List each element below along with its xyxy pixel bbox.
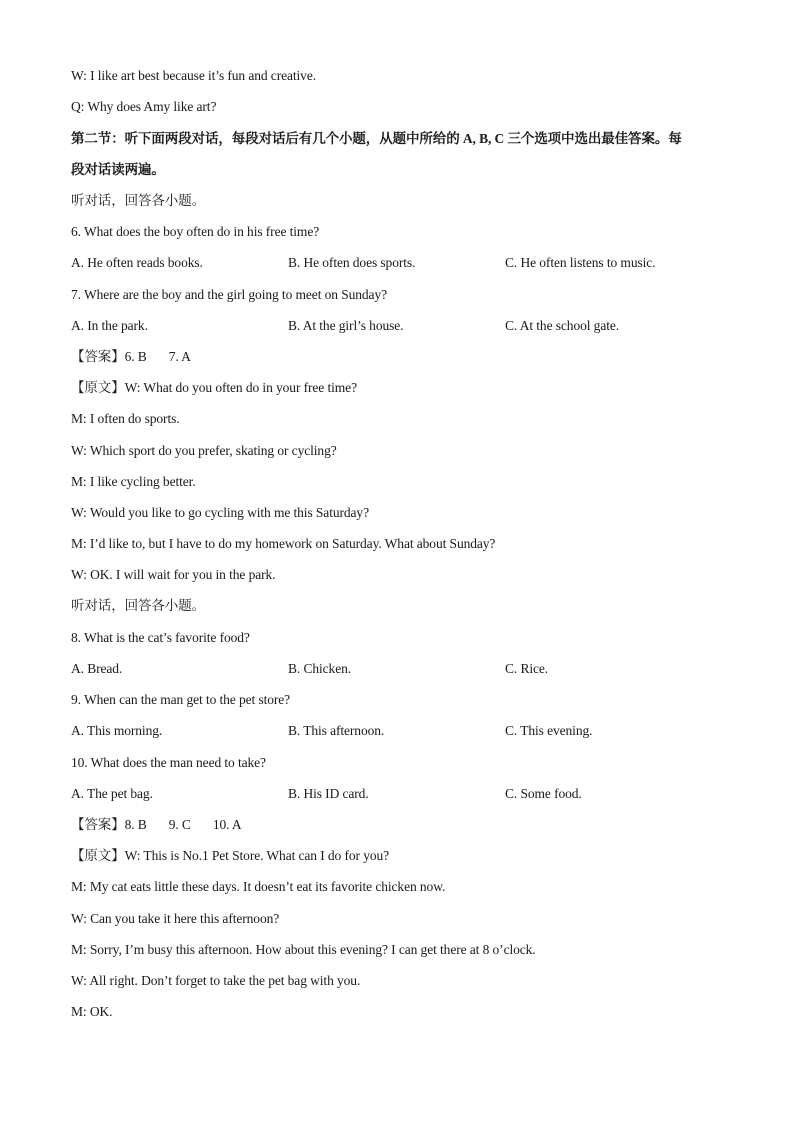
question-stem: 6. What does the boy often do in his free time? (71, 224, 320, 239)
answer-label: 【答案】 (71, 817, 125, 832)
transcript-line: M: Sorry, I’m busy this afternoon. How about this evening? I can get there at 8 o’clock. (71, 942, 536, 957)
section-heading-continued: 段对话读两遍。 (71, 162, 165, 177)
option-a: A. Bread. (71, 661, 123, 676)
option-b: B. At the girl’s house. (288, 318, 404, 333)
option-c: C. He often listens to music. (505, 255, 656, 270)
option-c: C. Rice. (505, 661, 549, 676)
answer-item: 7. A (168, 349, 191, 364)
question-stem: 8. What is the cat’s favorite food? (71, 630, 250, 645)
transcript-line: W: I like art best because it’s fun and creative. (71, 68, 316, 83)
option-b: B. Chicken. (288, 661, 352, 676)
transcript-text: W: This is No.1 Pet Store. What can I do for you? (124, 848, 390, 863)
answer-item: 10. A (212, 817, 242, 832)
question-stem: 9. When can the man get to the pet store? (71, 692, 291, 707)
answer-item: 9. C (168, 817, 191, 832)
option-b: B. He often does sports. (288, 255, 416, 270)
option-a: A. This morning. (71, 723, 163, 738)
transcript-line: M: I often do sports. (71, 411, 180, 426)
transcript-line: W: All right. Don’t forget to take the pet bag with you. (71, 973, 361, 988)
dialog-prompt: 听对话，回答各小题。 (71, 598, 205, 613)
section-heading: 第二节：听下面两段对话，每段对话后有几个小题，从题中所给的 A, B, C 三个选项中选出最佳答案。每 (71, 131, 682, 146)
transcript-line: W: Would you like to go cycling with me this Saturday? (71, 505, 369, 520)
dialog-prompt: 听对话，回答各小题。 (71, 193, 205, 208)
transcript-line: M: My cat eats little these days. It doesn’t eat its favorite chicken now. (71, 879, 446, 894)
answer-label: 【答案】 (71, 349, 125, 364)
transcript-label: 【原文】 (71, 380, 125, 395)
answer-line (71, 348, 191, 366)
transcript-label: 【原文】 (71, 848, 125, 863)
transcript-line (71, 847, 389, 865)
answer-item: 8. B (124, 817, 147, 832)
option-a: A. He often reads books. (71, 255, 203, 270)
transcript-text: W: What do you often do in your free time? (124, 380, 357, 395)
answer-item: 6. B (124, 349, 147, 364)
option-c: C. At the school gate. (505, 318, 620, 333)
question-stem: 10. What does the man need to take? (71, 755, 266, 770)
option-c: C. Some food. (505, 786, 582, 801)
question-line: Q: Why does Amy like art? (71, 99, 217, 114)
transcript-line: M: OK. (71, 1004, 113, 1019)
transcript-line: W: OK. I will wait for you in the park. (71, 567, 276, 582)
transcript-line (71, 379, 357, 397)
option-c: C. This evening. (505, 723, 593, 738)
question-stem: 7. Where are the boy and the girl going to meet on Sunday? (71, 287, 387, 302)
option-a: A. The pet bag. (71, 786, 153, 801)
answer-line (71, 816, 242, 834)
option-b: B. His ID card. (288, 786, 369, 801)
transcript-line: M: I’d like to, but I have to do my homework on Saturday. What about Sunday? (71, 536, 496, 551)
option-b: B. This afternoon. (288, 723, 385, 738)
option-a: A. In the park. (71, 318, 148, 333)
transcript-line: W: Can you take it here this afternoon? (71, 911, 280, 926)
transcript-line: W: Which sport do you prefer, skating or cycling? (71, 443, 337, 458)
transcript-line: M: I like cycling better. (71, 474, 196, 489)
